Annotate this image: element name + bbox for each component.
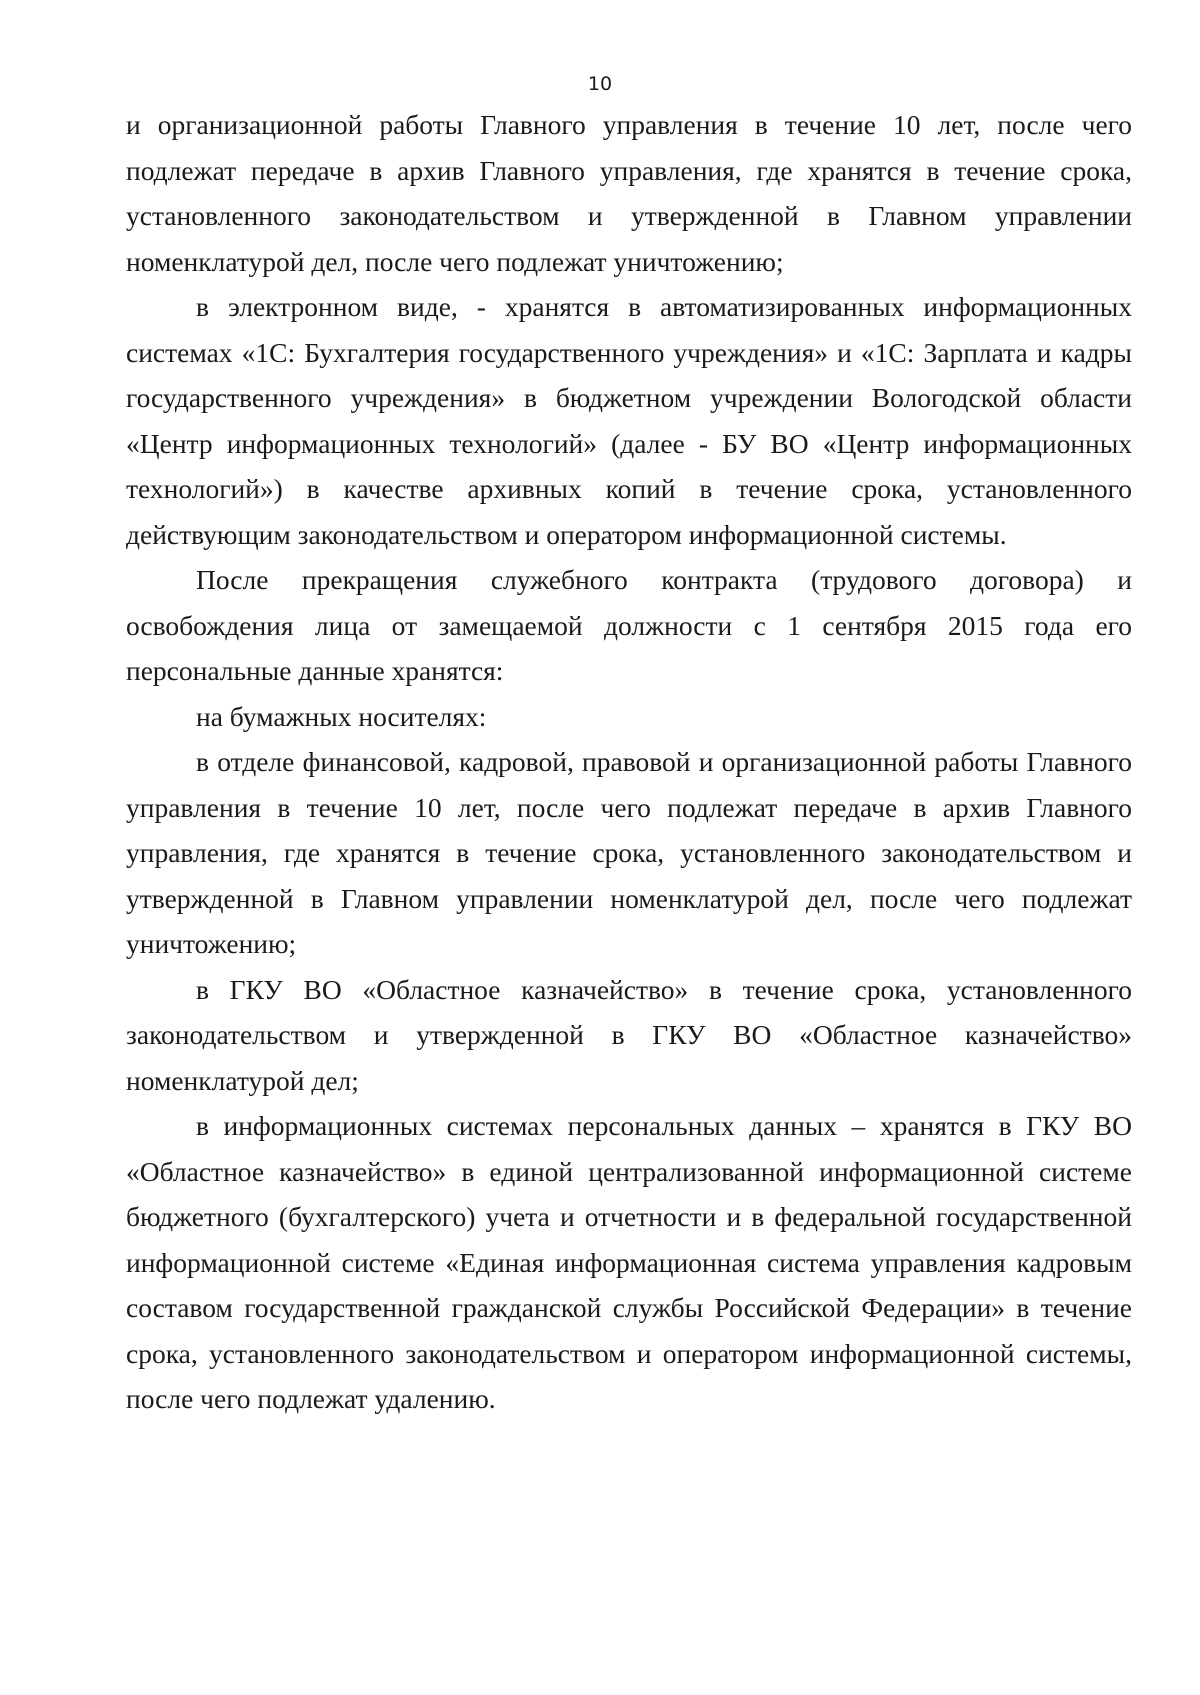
- page-number: 10: [587, 73, 613, 95]
- paragraph-electronic-storage: в электронном виде, - хранятся в автоматизированных информационных системах «1С: Бухгалтерия государственного учреждения» и «1С: Зарплата и кадры государственного учреждения» в бюджетном учреждении Вологодской области «Центр информационных технологий» (далее - БУ ВО «Центр информационных технологий») в качестве архивных копий в течение срока, установленного действующим законодательством и оператором информационной системы.: [126, 291, 1132, 550]
- paragraph-treasury-storage: в ГКУ ВО «Областное казначейство» в течение срока, установленного законодательством и утвержденной в ГКУ ВО «Областное казначейство» номенклатурой дел;: [126, 973, 1132, 1096]
- paragraph-continuation: и организационной работы Главного управления в течение 10 лет, после чего подлежат передаче в архив Главного управления, где хранятся в течение срока, установленного законодательством и утвержденной в Главном управлении номенклатурой дел, после чего подлежат уничтожению;: [126, 109, 1132, 277]
- document-body: [126, 102, 1132, 1422]
- paragraph-after-termination: После прекращения служебного контракта (трудового договора) и освобождения лица от замещаемой должности с 1 сентября 2015 года его персональные данные хранятся:: [126, 564, 1132, 686]
- paragraph-paper-media: на бумажных носителях:: [196, 700, 487, 732]
- paragraph-department-storage: в отделе финансовой, кадровой, правовой и организационной работы Главного управления в течение 10 лет, после чего подлежат передаче в архив Главного управления, где хранятся в течение срока, установленного законодательством и утвержденной в Главном управлении номенклатурой дел, после чего подлежат уничтожению;: [126, 746, 1132, 959]
- paragraph-information-systems: в информационных системах персональных данных – хранятся в ГКУ ВО «Областное казначейство» в единой централизованной информационной системе бюджетного (бухгалтерского) учета и отчетности и в федеральной государственной информационной системе «Единая информационная система управления кадровым составом государственной гражданской службы Российской Федерации» в течение срока, установленного законодательством и оператором информационной системы, после чего подлежат удалению.: [126, 1110, 1132, 1414]
